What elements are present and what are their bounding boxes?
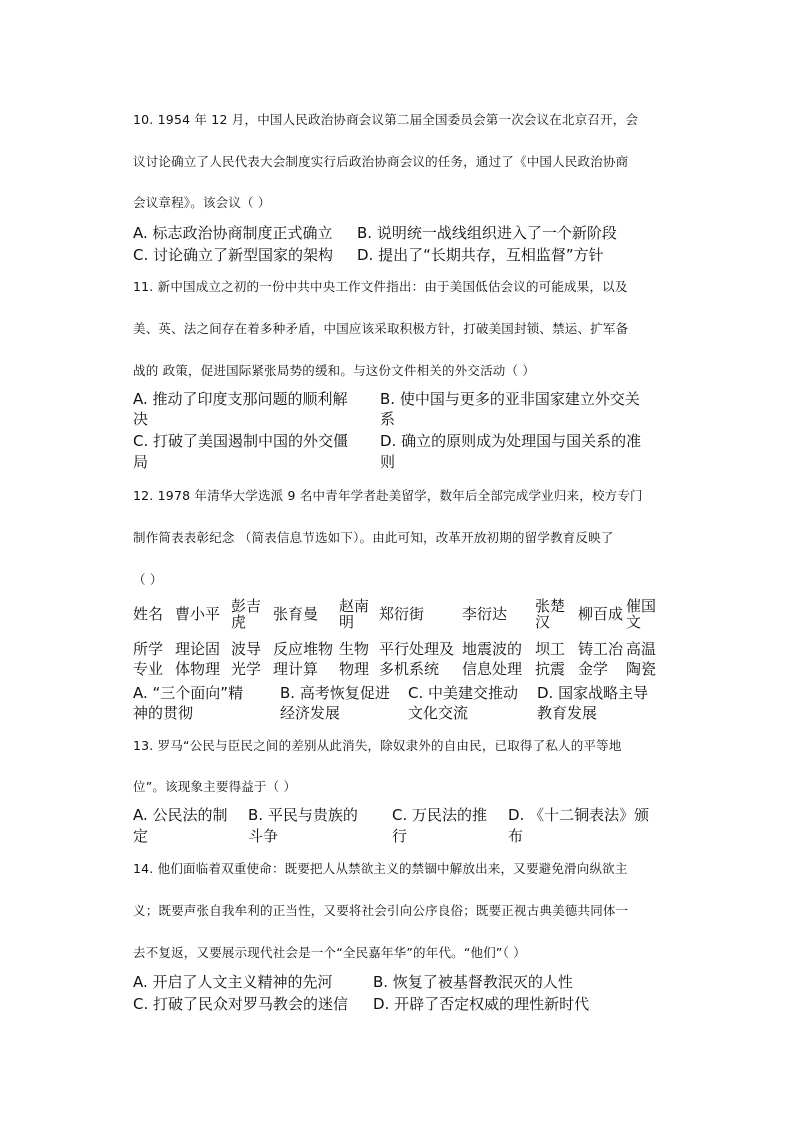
q12-stem-line-2: 制作简表表彰纪念 （简表信息节选如下）。由此可知，改革开放初期的留学教育反映了: [133, 530, 614, 545]
q12-option-c-line-1: C. 中美建交推动: [408, 684, 519, 702]
q11-option-c-line-2: 局: [133, 453, 149, 471]
q13-option-a-line-1: A. 公民法的制: [133, 806, 228, 824]
q14-stem-line-2: 义；既要声张自我牟利的正当性，又要将社会引向公序良俗；既要正视古典美德共同体一: [133, 903, 629, 918]
q10-stem-line-3: 会议章程》。该会议（ ）: [133, 195, 271, 210]
q13-option-c-line-2: 行: [392, 827, 408, 845]
q11-option-b-line-1: B. 使中国与更多的亚非国家建立外交关: [380, 390, 640, 408]
q12-option-d-line-1: D. 国家战略主导: [537, 684, 649, 702]
table-name-cell: 柳百成: [578, 605, 624, 623]
q10-stem-line-1: 10. 1954 年 12 月，中国人民政治协商会议第二届全国委员会第一次会议在北京召开，会: [133, 112, 639, 127]
table-name-cell: 赵南 明: [339, 597, 370, 631]
table-major-cell: 波导 光学: [231, 640, 262, 678]
q11-stem-line-2: 美、英、法之间存在着多种矛盾，中国应该采取积极方针，打破美国封锁、禁运、扩军备: [133, 321, 629, 336]
table-major-cell: 平行处理及 多机系统: [379, 640, 455, 678]
q11-option-c-line-1: C. 打破了美国遏制中国的外交僵: [133, 432, 349, 450]
table-major-cell: 地震波的 信息处理: [462, 640, 523, 678]
q13-stem-line-2: 位”。该现象主要得益于（ ）: [133, 779, 297, 794]
table-name-cell: 张育曼: [273, 605, 319, 623]
q11-option-d-line-1: D. 确立的原则成为处理国与国关系的准: [380, 432, 642, 450]
table-major-cell: 反应堆物 理计算: [273, 640, 334, 678]
q14-option-b: B. 恢复了被基督教泯灭的人性: [373, 973, 573, 991]
table-name-cell: 曹小平: [175, 605, 221, 623]
q10-option-b: B. 说明统一战线组织进入了一个新阶段: [357, 224, 617, 242]
q13-option-b-line-2: 斗争: [248, 827, 279, 845]
q13-option-a-line-2: 定: [133, 827, 149, 845]
q11-stem-line-1: 11. 新中国成立之初的一份中共中央工作文件指出：由于美国低估会议的可能成果，以及: [133, 279, 628, 294]
q10-stem-line-2: 议讨论确立了人民代表大会制度实行后政治协商会议的任务，通过了《中国人民政治协商: [133, 154, 629, 169]
table-name-cell: 郑衍街: [379, 605, 425, 623]
q11-option-b-line-2: 系: [380, 410, 396, 428]
q11-option-d-line-2: 则: [380, 453, 396, 471]
table-name-cell: 李衍达: [462, 605, 508, 623]
q11-stem-line-3: 战的 政策，促进国际紧张局势的缓和。与这份文件相关的外交活动（ ）: [133, 363, 536, 378]
table-major-cell: 理论固 体物理: [175, 640, 221, 678]
q14-option-d: D. 开辟了否定权威的理性新时代: [373, 995, 590, 1013]
q12-option-c-line-2: 文化交流: [408, 704, 469, 722]
q13-stem-line-1: 13. 罗马“公民与臣民之间的差别从此消失，除奴隶外的自由民，已取得了私人的平等地: [133, 738, 622, 753]
q10-option-d: D. 提出了“长期共存，互相监督”方针: [357, 246, 604, 264]
table-name-cell: 彭吉 虎: [231, 597, 262, 631]
q11-option-a-line-2: 决: [133, 410, 149, 428]
table-major-cell: 坝工 抗震: [535, 640, 566, 678]
q14-stem-line-1: 14. 他们面临着双重使命：既要把人从禁欲主义的禁锢中解放出来，又要避免滑向纵欲主: [133, 861, 628, 876]
q10-option-c: C. 讨论确立了新型国家的架构: [133, 246, 334, 264]
table-major-cell: 生物 物理: [339, 640, 370, 678]
q12-option-a-line-1: A. “三个面向”精: [133, 684, 244, 702]
table-major-cell: 高温 陶瓷: [626, 640, 657, 678]
q12-stem-line-1: 12. 1978 年清华大学选派 9 名中青年学者赴美留学，数年后全部完成学业归来，校方专门: [133, 488, 643, 503]
q13-option-c-line-1: C. 万民法的推: [392, 806, 488, 824]
q13-option-b-line-1: B. 平民与贵族的: [248, 806, 358, 824]
table-name-cell: 张楚 汉: [535, 597, 566, 631]
q12-option-b-line-2: 经济发展: [280, 704, 341, 722]
table-header-name: 姓名: [133, 605, 164, 623]
q12-option-a-line-2: 神的贯彻: [133, 704, 194, 722]
q13-option-d-line-2: 布: [508, 827, 524, 845]
q11-option-a-line-1: A. 推动了印度支那问题的顺利解: [133, 390, 348, 408]
q14-stem-line-3: 去不复返，又要展示现代社会是一个“全民嘉年华”的年代。“他们”（ ）: [133, 945, 526, 960]
q13-option-d-line-1: D. 《十二铜表法》颁: [508, 806, 650, 824]
table-header-major: 所学 专业: [133, 640, 164, 678]
q12-option-b-line-1: B. 高考恢复促进: [280, 684, 390, 702]
table-major-cell: 铸工冶 金学: [578, 640, 624, 678]
q12-stem-line-3: （ ）: [133, 572, 163, 587]
q14-option-a: A. 开启了人文主义精神的先河: [133, 973, 333, 991]
table-name-cell: 催国 文: [626, 597, 657, 631]
q12-option-d-line-2: 教育发展: [537, 704, 598, 722]
q10-option-a: A. 标志政治协商制度正式确立: [133, 224, 333, 242]
q14-option-c: C. 打破了民众对罗马教会的迷信: [133, 995, 349, 1013]
